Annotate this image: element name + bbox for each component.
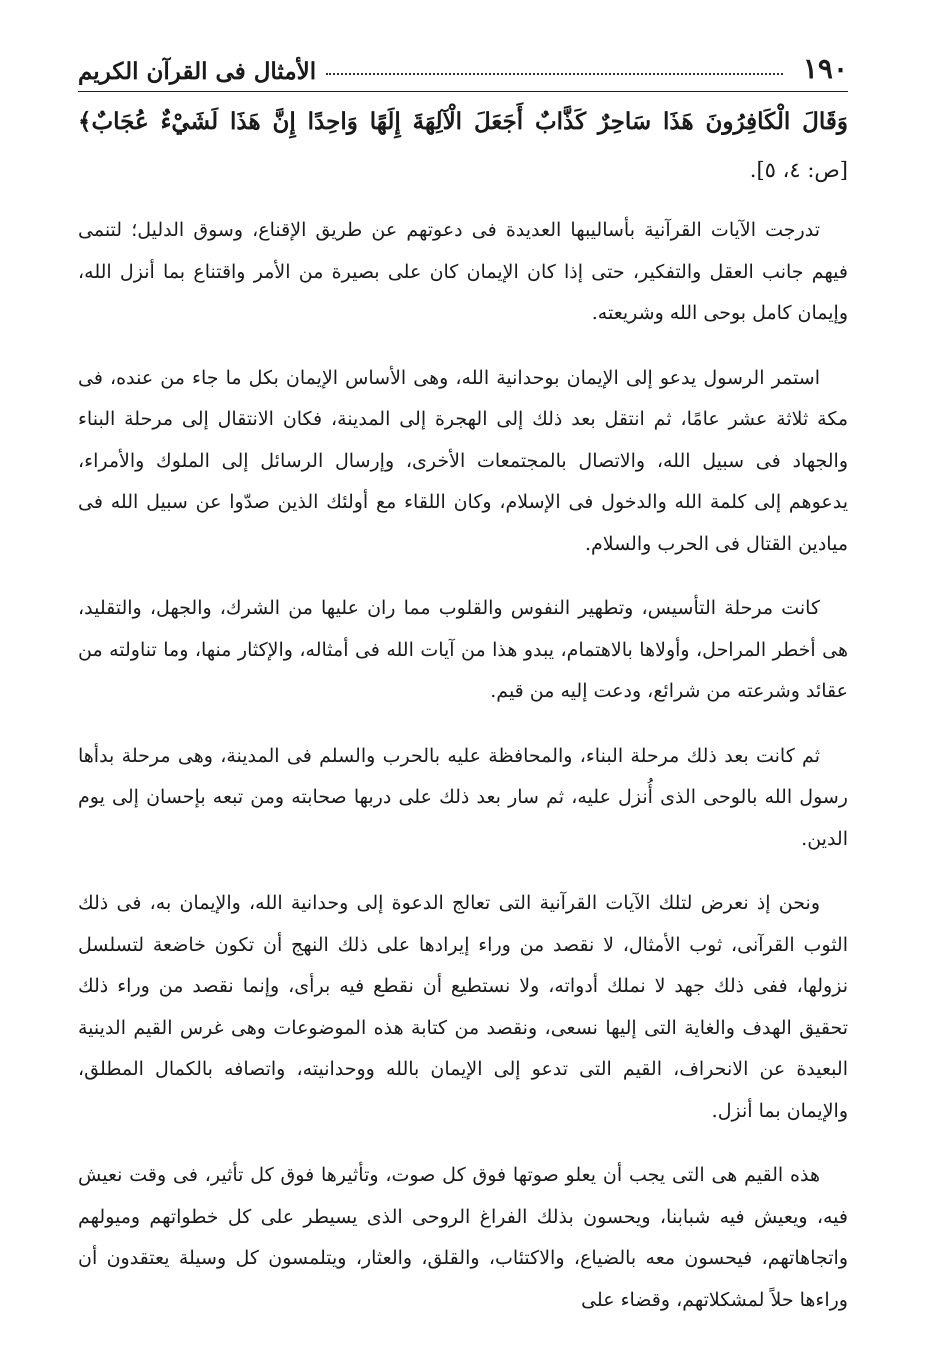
paragraph: هذه القيم هى التى يجب أن يعلو صوتها فوق كل صوت، وتأثيرها فوق كل تأثير، فى وقت نعيش فيه، ويعيش فيه شبابنا، ويحسون بذلك الفراغ الروحى الذى يسيطر على كل خطواتهم وميولهم واتجاهاتهم، فيحسون معه بالضياع، والاكتئاب، والقلق، والعثار، ويتلمسون كل وسيلة يعتقدون أن وراءها حلاً لمشكلاتهم، وقضاء على [78, 1164, 848, 1311]
quran-verse: وَقَالَ الْكَافِرُونَ هَذَا سَاحِرٌ كَذَّابٌ أَجَعَلَ الْآلِهَةَ إِلَهًا وَاحِدًا إِنَّ هَذَا لَشَيْءٌ عُجَابٌ﴾ [78, 108, 848, 135]
paragraph: ونحن إذ نعرض لتلك الآيات القرآنية التى تعالج الدعوة إلى وحدانية الله، والإيمان به، فى ذلك الثوب القرآنى، ثوب الأمثال، لا نقصد من وراء إيرادها على ذلك النهج أن تكون خاضعة لتسلسل نزولها، ففى ذلك جهد لا نملك أدواته، ولا نستطيع أن نقطع فيه برأى، وإنما نقصد من وراء ذلك تحقيق الهدف والغاية التى إليها نسعى، ونقصد من كتابة هذه الموضوعات وهى غرس القيم الدينية البعيدة عن الانحراف، القيم التى تدعو إلى الإيمان بالله ووحدانيته، واتصافه بالكمال المطلق، والإيمان بما أنزل. [78, 892, 848, 1122]
verse-reference: [ص: ٤، ٥]. [749, 158, 848, 182]
paragraph: تدرجت الآيات القرآنية بأساليبها العديدة فى دعوتهم عن طريق الإقناع، وسوق الدليل؛ لتنمى فيهم جانب العقل والتفكير، حتى إذا كان الإيمان كان على بصيرة من الأمر واقتناع بما أنزل الله، وإيمان كامل بوحى الله وشريعته. [78, 219, 848, 324]
paragraph: ثم كانت بعد ذلك مرحلة البناء، والمحافظة عليه بالحرب والسلم فى المدينة، وهى مرحلة بدأها رسول الله بالوحى الذى أُنزل عليه، ثم سار بعد ذلك على دربها صحابته ومن تبعه بإحسان إلى يوم الدين. [78, 744, 848, 850]
paragraph: استمر الرسول يدعو إلى الإيمان بوحدانية الله، وهى الأساس الإيمان بكل ما جاء من عنده، فى مكة ثلاثة عشر عامًا، ثم انتقل بعد ذلك إلى الهجرة إلى المدينة، فكان الانتقال إلى مرحلة البناء والجهاد فى سبيل الله، والاتصال بالمجتمعات الأخرى، وإرسال الرسائل إلى الملوك والأمراء، يدعوهم إلى كلمة الله والدخول فى الإسلام، وكان اللقاء مع أولئك الذين صدّوا عن سبيل الله فى ميادين القتال فى الحرب والسلام. [78, 366, 848, 555]
book-title: الأمثال فى القرآن الكريم [78, 58, 317, 85]
paragraph: كانت مرحلة التأسيس، وتطهير النفوس والقلوب مما ران عليها من الشرك، والجهل، والتقليد، هى أخطر المراحل، وأولاها بالاهتمام، يبدو هذا من آيات الله فى أمثاله، والإكثار منها، وما تناولته من عقائد وشرعته من شرائع، ودعت إليه من قيم. [78, 597, 848, 702]
dotted-leader [326, 73, 783, 75]
body-text [78, 210, 848, 1344]
page-number: ١٩٠ [802, 52, 848, 85]
running-head [78, 52, 848, 92]
